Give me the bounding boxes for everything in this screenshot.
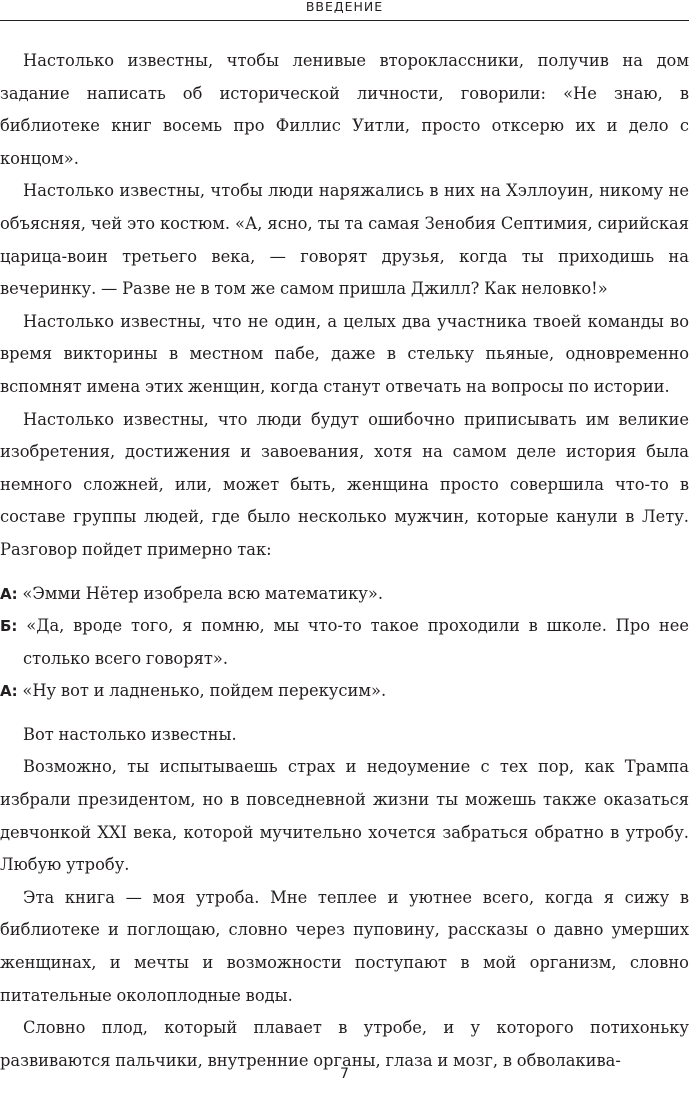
paragraph-5: Вот настолько известны.: [23, 724, 237, 744]
dialogue-block: [0, 578, 689, 708]
dialogue-line: [0, 578, 689, 611]
paragraph-7: Эта книга — моя утроба. Мне теплее и уютнее всего, когда я сижу в библиотеке и поглощаю, словно через пуповину, рассказы о давно умерших женщинах, и мечты и возможности поступают в мой организм, словно питательные околоплодные воды.: [0, 887, 689, 1005]
paragraph-8: Словно плод, который плавает в утробе, и у которого потихоньку развиваются пальчики, внутренние органы, глаза и мозг, в обволакива-: [0, 1018, 689, 1070]
page-body: [0, 45, 689, 1077]
dialogue-line: [0, 610, 689, 675]
paragraph-6: Возможно, ты испытываешь страх и недоумение с тех пор, как Трампа избрали президентом, но в повседневной жизни ты можешь также оказаться девчонкой XXI века, которой мучительно хочется забраться обратно в утробу. Любую утробу.: [0, 757, 689, 875]
running-head: ВВЕДЕНИЕ: [305, 0, 384, 14]
dialogue-speaker: А:: [0, 682, 18, 701]
dialogue-text: «Эмми Нётер изобрела всю математику».: [22, 583, 384, 603]
dialogue-text: «Да, вроде того, я помню, мы что-то такое проходили в школе. Про нее столько всего говорят».: [23, 616, 689, 668]
dialogue-speaker: А:: [0, 584, 18, 603]
paragraph-3: Настолько известны, что не один, а целых два участника твоей команды во время викторины в местном пабе, даже в стельку пьяные, одновременно вспомнят имена этих женщин, когда станут отвечать на вопросы по истории.: [0, 311, 689, 396]
paragraph-4: Настолько известны, что люди будут ошибочно приписывать им великие изобретения, достижения и завоевания, хотя на самом деле история была немного сложней, или, может быть, женщина просто совершила что-то в составе группы людей, где было несколько мужчин, которые канули в Лету. Разговор пойдет примерно так:: [0, 409, 689, 559]
dialogue-text: «Ну вот и ладненько, пойдем перекусим».: [22, 681, 387, 701]
page-number: 7: [340, 1066, 349, 1082]
paragraph-2: Настолько известны, чтобы люди наряжались в них на Хэллоуин, никому не объясняя, чей это костюм. «А, ясно, ты та самая Зенобия Септимия, сирийская царица-воин третьего века, — говорят друзья, когда ты приходишь на вечеринку. — Разве не в том же самом пришла Джилл? Как неловко!»: [0, 181, 689, 299]
dialogue-speaker: Б:: [0, 617, 18, 636]
dialogue-line: [0, 675, 689, 708]
paragraph-1: Настолько известны, чтобы ленивые второклассники, получив на дом задание написать об исторической личности, говорили: «Не знаю, в библиотеке книг восемь про Филлис Уитли, просто отксерю их и дело с концом».: [0, 51, 689, 168]
header-rule: [0, 20, 689, 21]
